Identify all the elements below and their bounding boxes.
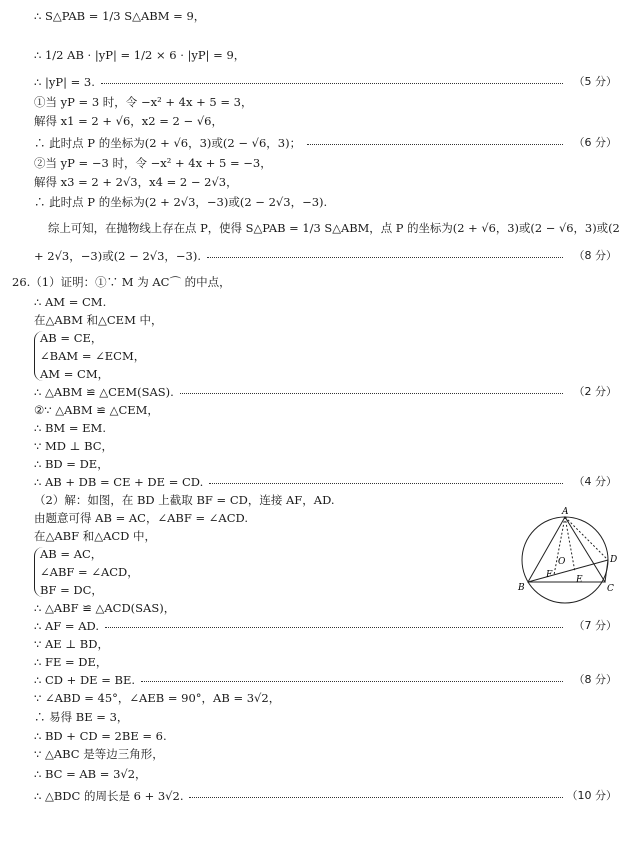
line-q26-start — [0, 272, 627, 292]
line-conclusion-cont — [0, 246, 627, 266]
line-solve-two — [0, 172, 627, 192]
line-case-one — [0, 92, 627, 112]
line-am-cm — [0, 292, 627, 312]
line-area-relation — [0, 6, 627, 26]
geometry-figure — [510, 500, 625, 610]
leader-dots — [105, 627, 563, 628]
score-mark: （8 分） — [573, 673, 617, 686]
line-text: ∴ FE = DE， — [34, 655, 108, 669]
line-text: ∠BAM = ∠ECM， — [40, 349, 146, 363]
line-text: ∠ABF = ∠ACD， — [40, 565, 139, 579]
line-text: ∵ ∠ABD = 45°，∠AEB = 90°，AB = 3√2， — [34, 691, 281, 705]
line-text: 由题意可得 AB = AC，∠ABF = ∠ACD. — [34, 511, 248, 525]
line-in-triangles — [0, 310, 627, 330]
leader-dots — [207, 257, 563, 258]
label-a: A — [562, 507, 569, 517]
line-text: ②当 yP = −3 时，令 −x² + 4x + 5 = −3， — [34, 156, 272, 170]
line-text: ∴ S△PAB = 1/3 S△ABM = 9， — [34, 9, 206, 23]
line-text: AB = AC， — [40, 547, 103, 561]
line-solve-one — [0, 111, 627, 131]
line-text: 解得 x3 = 2 + 2√3，x4 = 2 − 2√3， — [34, 175, 238, 189]
line-perimeter — [0, 786, 627, 806]
score-mark: （10 分） — [566, 789, 617, 802]
line-yp-value — [0, 72, 627, 92]
line-angles — [0, 688, 627, 708]
line-point-one — [0, 133, 627, 153]
line-text: ∴ BM = EM. — [34, 421, 106, 435]
line-condition — [0, 346, 627, 366]
line-text: ∴ 此时点 P 的坐标为(2 + 2√3，−3)或(2 − 2√3，−3). — [34, 195, 328, 209]
line-bd-cd — [0, 726, 627, 746]
line-text: ∴ 易得 BE = 3， — [34, 710, 129, 724]
line-text: ∴ AM = CM. — [34, 295, 107, 309]
segment-bd — [528, 560, 608, 582]
label-o: O — [558, 557, 566, 567]
label-e: E — [576, 575, 583, 585]
line-text: ∴ |yP| = 3. — [34, 75, 95, 89]
line-ae-perp — [0, 634, 627, 654]
line-text: 26.（1）证明：①∵ M 为 AC⌒ 的中点， — [12, 275, 231, 289]
line-text: ∴ 此时点 P 的坐标为(2 + √6，3)或(2 − √6，3)； — [34, 136, 302, 150]
leader-dots — [189, 797, 563, 798]
line-text: ∵ MD ⊥ BC， — [34, 439, 114, 453]
label-b: B — [518, 583, 525, 593]
line-text: ∴ BC = AB = 3√2， — [34, 767, 147, 781]
score-mark: （2 分） — [573, 385, 617, 398]
line-conclusion — [0, 218, 627, 238]
line-md-perp — [0, 436, 627, 456]
line-text: + 2√3，−3)或(2 − 2√3，−3). — [34, 249, 201, 263]
line-part-two — [0, 400, 627, 420]
line-be — [0, 707, 627, 727]
line-text: 解得 x1 = 2 + √6，x2 = 2 − √6， — [34, 114, 223, 128]
line-text: AB = CE， — [40, 331, 103, 345]
line-text: 在△ABM 和△CEM 中， — [34, 313, 163, 327]
line-text: ∴ △ABM ≌ △CEM(SAS). — [34, 385, 174, 399]
line-text: ∴ CD + DE = BE. — [34, 673, 136, 687]
line-height-equation — [0, 45, 627, 65]
line-congruent-one — [0, 382, 627, 402]
line-bm-em — [0, 418, 627, 438]
leader-dots — [307, 144, 563, 145]
line-text: ∵ △ABC 是等边三角形， — [34, 747, 164, 761]
score-mark: （8 分） — [573, 249, 617, 262]
score-mark: （7 分） — [573, 619, 617, 632]
line-condition — [0, 328, 627, 348]
line-text: ∴ BD + CD = 2BE = 6. — [34, 729, 167, 743]
leader-dots — [141, 681, 563, 682]
line-fe-de — [0, 652, 627, 672]
line-text: 在△ABF 和△ACD 中， — [34, 529, 157, 543]
line-case-two — [0, 153, 627, 173]
line-af-ad — [0, 616, 627, 636]
line-text: （2）解：如图，在 BD 上截取 BF = CD，连接 AF，AD. — [34, 493, 335, 507]
line-text: ∴ △ABF ≌ △ACD(SAS)， — [34, 601, 176, 615]
line-bd-de — [0, 454, 627, 474]
segment-cd — [605, 560, 608, 582]
label-f: F — [546, 570, 553, 580]
line-condition — [0, 364, 627, 384]
line-text: ∴ BD = DE， — [34, 457, 109, 471]
line-bc — [0, 764, 627, 784]
line-text: ∴ AB + DB = CE + DE = CD. — [34, 475, 204, 489]
line-text: ∴ △BDC 的周长是 6 + 3√2. — [34, 789, 184, 803]
leader-dots — [209, 483, 563, 484]
line-point-two — [0, 192, 627, 212]
score-mark: （5 分） — [573, 75, 617, 88]
leader-dots — [180, 393, 563, 394]
label-c: C — [607, 584, 614, 594]
line-text: ②∵ △ABM ≌ △CEM， — [34, 403, 159, 417]
line-text: ∴ AF = AD. — [34, 619, 99, 633]
line-text: 综上可知，在抛物线上存在点 P，使得 S△PAB = 1/3 S△ABM，点 P 的坐标为(2 + √6，3)或(2 − √6，3)或(2 — [48, 221, 620, 235]
line-text: ∴ 1/2 AB · |yP| = 1/2 × 6 · |yP| = 9， — [34, 48, 246, 62]
leader-dots — [101, 83, 563, 84]
line-text: ∵ AE ⊥ BD， — [34, 637, 109, 651]
line-text: BF = DC， — [40, 583, 103, 597]
line-cd-de-be — [0, 670, 627, 690]
score-mark: （6 分） — [573, 136, 617, 149]
label-d: D — [610, 555, 618, 565]
line-text: AM = CM， — [40, 367, 110, 381]
line-equilateral — [0, 744, 627, 764]
line-text: ①当 yP = 3 时，令 −x² + 4x + 5 = 3， — [34, 95, 253, 109]
line-sum-cd — [0, 472, 627, 492]
score-mark: （4 分） — [573, 475, 617, 488]
